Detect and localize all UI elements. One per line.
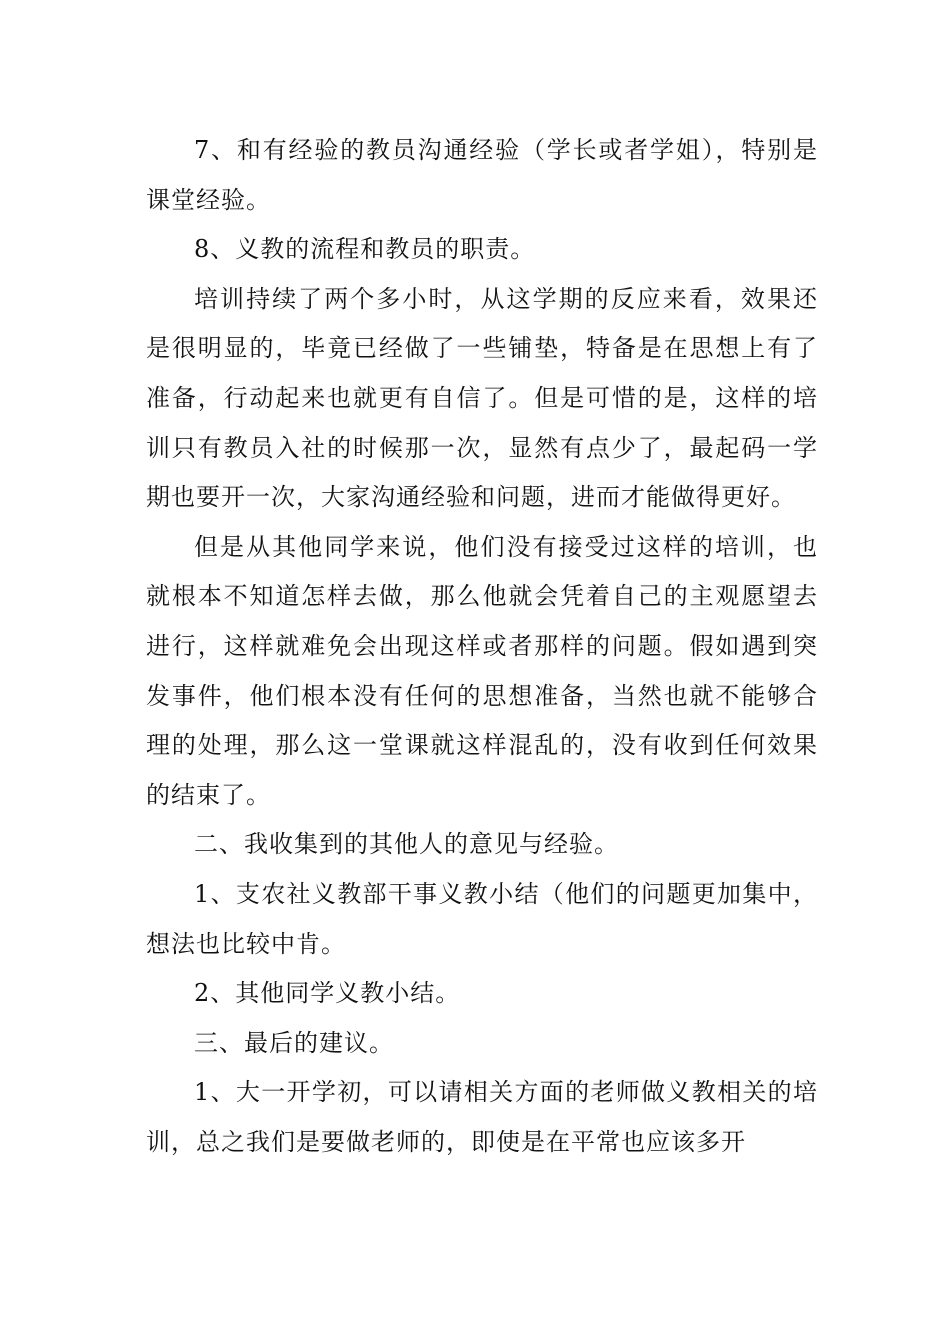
paragraph-item-8: 8、义教的流程和教员的职责。 <box>194 235 536 264</box>
paragraph-suggestion-1: 1、大一开学初，可以请相关方面的老师做义教相关的培训，总之我们是要做老师的，即使是在平常也应该多开 <box>146 1078 818 1156</box>
paragraph-other-students: 但是从其他同学来说，他们没有接受过这样的培训，也就根本不知道怎样去做，那么他就会凭着自己的主观愿望去进行，这样就难免会出现这样或者那样的问题。假如遇到突发事件，他们根本没有任何的思想准备，当然也就不能够合理的处理，那么这一堂课就这样混乱的，没有收到任何效果的结束了。 <box>146 532 818 809</box>
paragraph-list-item-1: 1、支农社义教部干事义教小结（他们的问题更加集中，想法也比较中肯。 <box>146 879 818 958</box>
section-heading-three: 三、最后的建议。 <box>194 1028 394 1057</box>
paragraph-item-7: 7、和有经验的教员沟通经验（学长或者学姐），特别是课堂经验。 <box>146 136 818 214</box>
paragraph-training-summary: 培训持续了两个多小时，从这学期的反应来看，效果还是很明显的，毕竟已经做了一些铺垫，特备是在思想上有了准备，行动起来也就更有自信了。但是可惜的是，这样的培训只有教员入社的时候那一次，显然有点少了，最起码一学期也要开一次，大家沟通经验和问题，进而才能做得更好。 <box>146 284 818 512</box>
section-heading-two: 二、我收集到的其他人的意见与经验。 <box>194 830 619 859</box>
document-body <box>146 126 818 1167</box>
paragraph-list-item-2: 2、其他同学义教小结。 <box>194 979 461 1008</box>
